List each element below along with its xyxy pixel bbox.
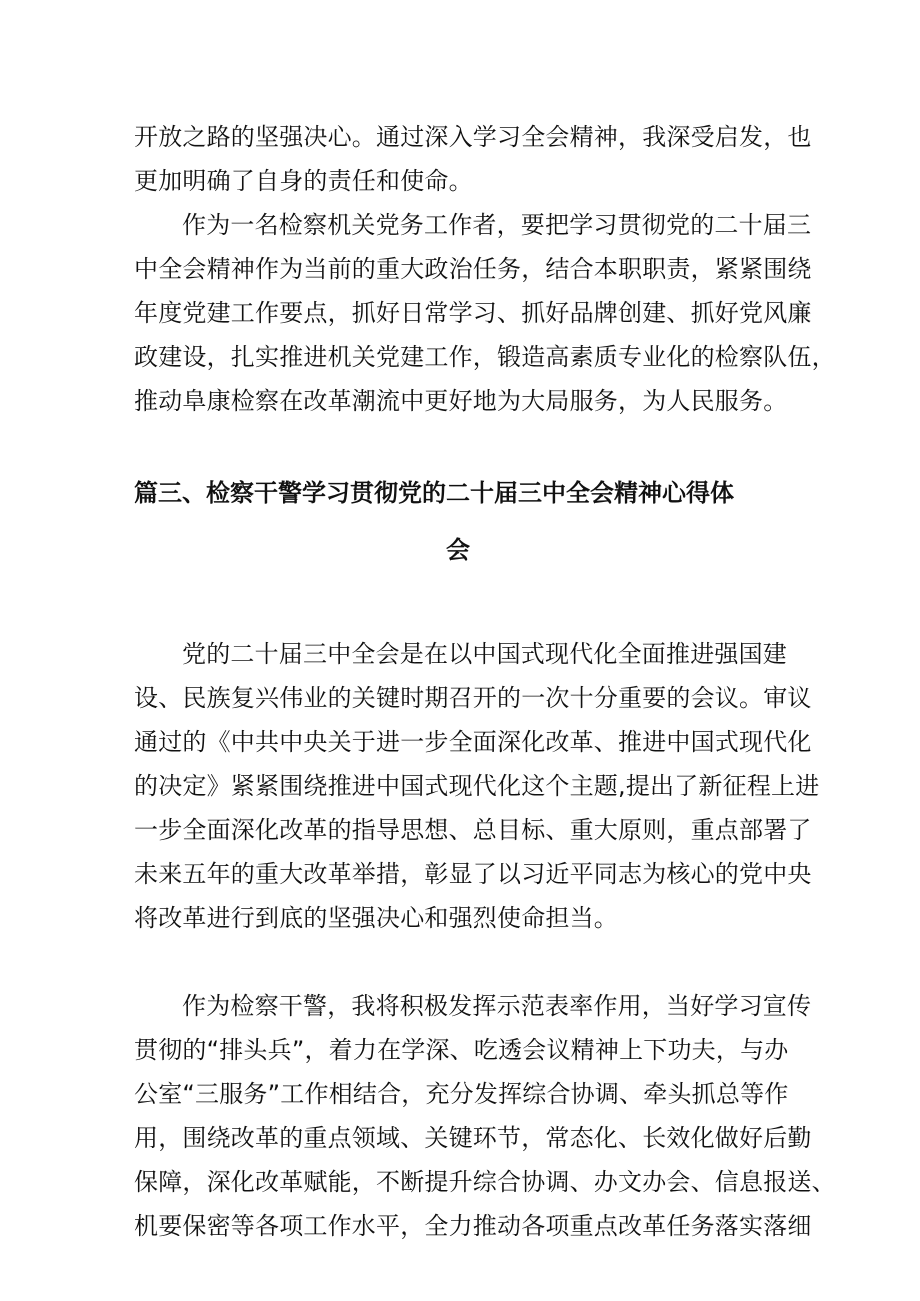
text-line: 中全会精神作为当前的重大政治任务，结合本职职责，紧紧围绕 (134, 255, 812, 283)
text-line: 用，围绕改革的重点领域、关键环节，常态化、长效化做好后勤 (134, 1124, 812, 1152)
text-line: 推动阜康检察在改革潮流中更好地为大局服务，为人民服务。 (134, 387, 788, 415)
section-heading-continued: 会 (446, 536, 470, 564)
text-line: 通过的《中共中央关于进一步全面深化改革、推进中国式现代化 (134, 728, 812, 756)
text-line: 机要保密等各项工作水平，全力推动各项重点改革任务落实落细 (134, 1212, 812, 1240)
text-line: 政建设，扎实推进机关党建工作，锻造高素质专业化的检察队伍， (134, 343, 836, 371)
text-line: 作为检察干警，我将积极发挥示范表率作用，当好学习宣传 (182, 992, 812, 1020)
text-line: 设、民族复兴伟业的关键时期召开的一次十分重要的会议。审议 (134, 684, 812, 712)
text-line: 将改革进行到底的坚强决心和强烈使命担当。 (134, 904, 618, 932)
text-line: 年度党建工作要点，抓好日常学习、抓好品牌创建、抓好党风廉 (134, 299, 812, 327)
text-line: 未来五年的重大改革举措，彰显了以习近平同志为核心的党中央 (134, 860, 812, 888)
text-line: 开放之路的坚强决心。通过深入学习全会精神，我深受启发，也 (134, 123, 812, 151)
section-heading: 篇三、检察干警学习贯彻党的二十届三中全会精神心得体 (134, 479, 734, 507)
text-line: 一步全面深化改革的指导思想、总目标、重大原则，重点部署了 (134, 816, 812, 844)
text-line: 党的二十届三中全会是在以中国式现代化全面推进强国建 (182, 640, 787, 668)
text-line: 更加明确了自身的责任和使命。 (134, 167, 473, 195)
text-line: 的决定》紧紧围绕推进中国式现代化这个主题,提出了新征程上进 (134, 772, 820, 800)
text-line: 作为一名检察机关党务工作者，要把学习贯彻党的二十届三 (182, 211, 812, 239)
text-line: 公室“三服务”工作相结合，充分发挥综合协调、牵头抓总等作 (134, 1080, 789, 1108)
text-line: 贯彻的“排头兵”，着力在学深、吃透会议精神上下功夫，与办 (134, 1036, 789, 1064)
text-line: 保障，深化改革赋能，不断提升综合协调、办文办会、信息报送、 (134, 1168, 836, 1196)
